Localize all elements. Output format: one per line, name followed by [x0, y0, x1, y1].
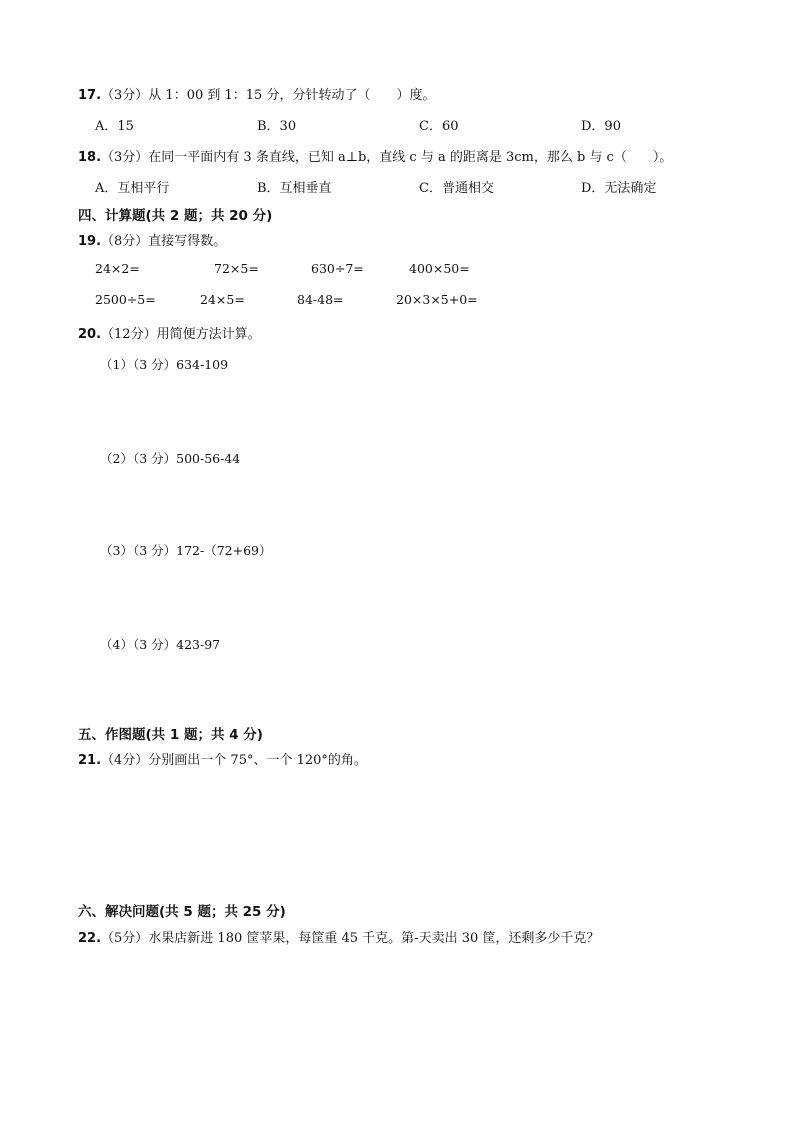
question-stem: （8分）直接写得数。: [101, 234, 227, 249]
calc-item: 84-48=: [297, 292, 344, 307]
calc-item: 24×5=: [200, 292, 245, 307]
question-stem: （3分）从 1：00 到 1：15 分，分针转动了（ ）度。: [101, 88, 436, 103]
question-stem: （12分）用简便方法计算。: [101, 327, 261, 342]
question-number: 18.: [78, 150, 102, 165]
section-heading-4: 四、计算题(共 2 题；共 20 分): [78, 208, 273, 224]
question-19: [78, 230, 226, 249]
sub-question-2: （2）（3 分）500-56-44: [100, 451, 241, 466]
question-number: 22.: [78, 931, 102, 946]
question-18: [78, 146, 672, 165]
question-number: 17.: [78, 88, 102, 103]
option-b: B．互相垂直: [257, 181, 332, 196]
calc-item: 20×3×5+0=: [396, 292, 478, 307]
question-number: 19.: [78, 234, 102, 249]
sub-question-3: （3）（3 分）172-（72+69）: [100, 543, 272, 558]
calc-item: 24×2=: [95, 261, 140, 276]
question-17: [78, 84, 435, 103]
question-number: 20.: [78, 327, 102, 342]
section-heading-6: 六、解决问题(共 5 题；共 25 分): [78, 904, 286, 920]
calc-item: 400×50=: [409, 261, 470, 276]
section-heading-5: 五、作图题(共 1 题；共 4 分): [78, 727, 263, 743]
calc-item: 2500÷5=: [95, 292, 156, 307]
option-c: C．60: [419, 119, 459, 134]
sub-question-4: （4）（3 分）423-97: [100, 637, 221, 652]
option-c: C．普通相交: [419, 181, 494, 196]
option-a: A．15: [95, 119, 134, 134]
option-d: D．90: [581, 119, 621, 134]
calc-item: 630÷7=: [311, 261, 364, 276]
question-22: [78, 927, 599, 946]
calc-item: 72×5=: [214, 261, 259, 276]
question-stem: （3分）在同一平面内有 3 条直线，已知 a⊥b，直线 c 与 a 的距离是 3cm，那么 b 与 c（ ）。: [101, 150, 673, 165]
question-stem: （4分）分别画出一个 75°、一个 120°的角。: [101, 753, 367, 768]
question-21: [78, 749, 367, 768]
option-d: D．无法确定: [581, 181, 657, 196]
sub-question-1: （1）（3 分）634-109: [100, 357, 229, 372]
option-b: B．30: [257, 119, 297, 134]
option-a: A．互相平行: [95, 181, 170, 196]
question-number: 21.: [78, 753, 102, 768]
question-20: [78, 323, 261, 342]
question-stem: （5分）水果店新进 180 筐苹果，每筐重 45 千克。第-天卖出 30 筐，还剩多少千克？: [101, 931, 600, 946]
